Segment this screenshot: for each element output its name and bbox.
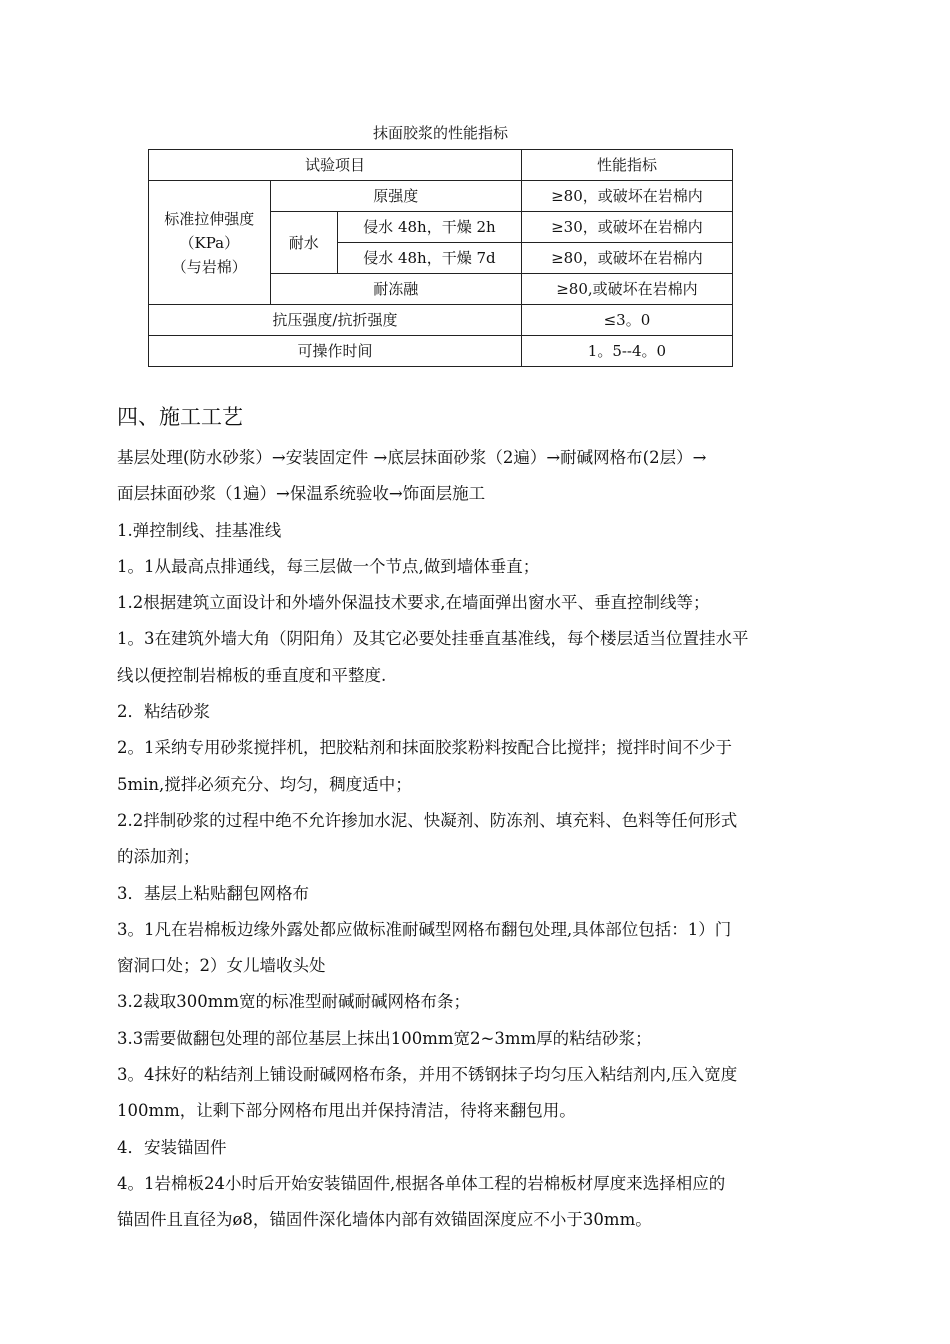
text-line: 1.2根据建筑立面设计和外墙外保温技术要求,在墙面弹出窗水平、垂直控制线等； xyxy=(117,593,710,613)
table-header-row xyxy=(149,150,733,181)
text-line: 面层抹面砂浆（1遍）→保温系统验收→饰面层施工 xyxy=(117,484,486,504)
value-water-7d: ≥80，或破坏在岩棉内 xyxy=(521,243,732,274)
header-indicator: 性能指标 xyxy=(521,150,732,181)
text-line: 5min,搅拌必须充分、均匀，稠度适中； xyxy=(117,774,412,794)
text-line: 线以便控制岩棉板的垂直度和平整度. xyxy=(117,665,387,685)
text-line: 3.3需要做翻包处理的部位基层上抹出100mm宽2~3mm厚的粘结砂浆； xyxy=(117,1028,652,1048)
value-original-strength: ≥80，或破坏在岩棉内 xyxy=(521,181,732,212)
table-caption: 抹面胶浆的性能指标 xyxy=(372,124,508,142)
text-line: 窗洞口处；2）女儿墙收头处 xyxy=(117,956,326,976)
cell-water-2h: 侵水 48h，干燥 2h xyxy=(337,212,521,243)
group-label-line: （KPa） xyxy=(179,233,240,252)
text-line: 2．粘结砂浆 xyxy=(117,702,210,722)
text-line: 3。4抹好的粘结剂上铺设耐碱网格布条，并用不锈钢抹子均匀压入粘结剂内,压入宽度 xyxy=(117,1065,738,1085)
text-line: 4．安装锚固件 xyxy=(117,1137,227,1157)
group-label-line: 标准拉伸强度 xyxy=(164,209,255,228)
tensile-strength-group-label xyxy=(149,181,271,305)
section-title: 四、施工工艺 xyxy=(117,405,243,429)
table-row xyxy=(149,305,733,336)
text-line: 1.弹控制线、挂基准线 xyxy=(117,520,282,540)
text-line: 4。1岩棉板24小时后开始安装锚固件,根据各单体工程的岩棉板材厚度来选择相应的 xyxy=(117,1173,726,1193)
text-line: 100mm，让剩下部分网格布甩出并保持清洁，待将来翻包用。 xyxy=(117,1101,576,1121)
cell-compress-ratio: 抗压强度/抗折强度 xyxy=(149,305,522,336)
text-line: 基层处理(防水砂浆）→安装固定件 →底层抹面砂浆（2遍）→耐碱网格布(2层）→ xyxy=(117,448,707,467)
cell-freeze-thaw: 耐冻融 xyxy=(270,274,521,305)
cell-water-resistance: 耐水 xyxy=(270,212,337,274)
group-label-line: （与岩棉） xyxy=(171,257,247,276)
header-test-item: 试验项目 xyxy=(149,150,522,181)
value-freeze-thaw: ≥80,或破坏在岩棉内 xyxy=(521,274,732,305)
performance-table xyxy=(148,149,733,367)
text-line: 3。1凡在岩棉板边缘外露处都应做标准耐碱型网格布翻包处理,具体部位包括：1）门 xyxy=(117,919,732,939)
cell-water-7d: 侵水 48h，干燥 7d xyxy=(337,243,521,274)
text-line: 2.2拌制砂浆的过程中绝不允许掺加水泥、快凝剂、防冻剂、填充料、色料等任何形式 xyxy=(117,810,738,830)
table-row xyxy=(149,336,733,367)
cell-operable-time: 可操作时间 xyxy=(149,336,522,367)
text-line: 1。1从最高点排通线，每三层做一个节点,做到墙体垂直； xyxy=(117,556,540,576)
text-line: 2。1采纳专用砂浆搅拌机，把胶粘剂和抹面胶浆粉料按配合比搅拌；搅拌时间不少于 xyxy=(117,738,732,758)
cell-original-strength: 原强度 xyxy=(270,181,521,212)
table-row xyxy=(149,181,733,212)
value-water-2h: ≥30，或破坏在岩棉内 xyxy=(521,212,732,243)
text-line: 锚固件且直径为ø8，锚固件深化墙体内部有效锚固深度应不小于30mm。 xyxy=(117,1210,652,1230)
value-compress-ratio: ≤3。0 xyxy=(521,305,732,336)
text-line: 3.2裁取300mm宽的标准型耐碱耐碱网格布条； xyxy=(117,992,471,1012)
text-line: 的添加剂； xyxy=(117,847,200,867)
text-line: 1。3在建筑外墙大角（阴阳角）及其它必要处挂垂直基准线，每个楼层适当位置挂水平 xyxy=(117,629,749,649)
construction-process-text xyxy=(117,440,839,1239)
value-operable-time: 1。5--4。0 xyxy=(521,336,732,367)
text-line: 3．基层上粘贴翻包网格布 xyxy=(117,883,309,903)
